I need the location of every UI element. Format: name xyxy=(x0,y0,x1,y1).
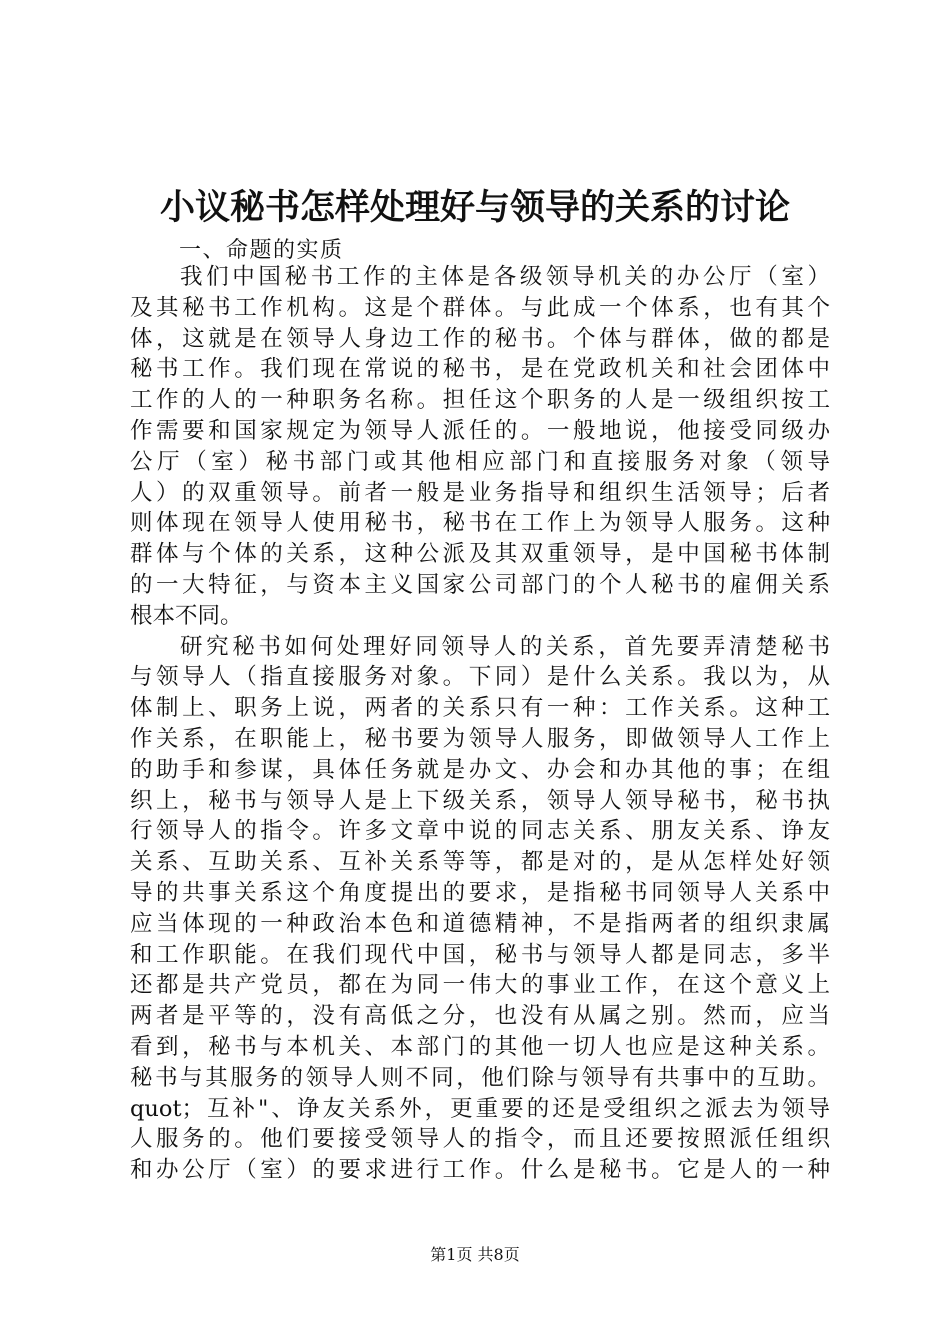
text-line: 我们中国秘书工作的主体是各级领导机关的办公厅（室） xyxy=(180,264,830,290)
text-line: 体，这就是在领导人身边工作的秘书。个体与群体，做的都是 xyxy=(130,325,830,352)
text-line: 人）的双重领导。前者一般是业务指导和组织生活领导；后者 xyxy=(130,479,830,506)
body-text xyxy=(130,262,830,1186)
text-line: 行领导人的指令。许多文章中说的同志关系、朋友关系、诤友 xyxy=(130,818,830,845)
text-line: 应当体现的一种政治本色和道德精神，不是指两者的组织隶属 xyxy=(130,910,830,937)
text-line: 群体与个体的关系，这种公派及其双重领导，是中国秘书体制 xyxy=(130,541,830,568)
text-line: 及其秘书工作机构。这是个群体。与此成一个体系，也有其个 xyxy=(130,294,830,321)
text-line: 两者是平等的，没有高低之分，也没有从属之别。然而，应当 xyxy=(130,1003,830,1030)
text-line: 研究秘书如何处理好同领导人的关系，首先要弄清楚秘书 xyxy=(180,633,830,660)
text-line: 则体现在领导人使用秘书，秘书在工作上为领导人服务。这种 xyxy=(130,510,830,537)
text-line: quot；互补"、诤友关系外，更重要的还是受组织之派去为领导 xyxy=(130,1095,830,1122)
text-line: 和工作职能。在我们现代中国，秘书与领导人都是同志，多半 xyxy=(130,941,830,968)
text-line: 的助手和参谋，具体任务就是办文、办会和办其他的事；在组 xyxy=(130,756,830,783)
text-line: 体制上、职务上说，两者的关系只有一种：工作关系。这种工 xyxy=(130,695,830,722)
text-line: 秘书工作。我们现在常说的秘书，是在党政机关和社会团体中 xyxy=(130,356,830,383)
text-line: 秘书与其服务的领导人则不同，他们除与领导有共事中的互助。 xyxy=(130,1064,830,1091)
text-line: 工作的人的一种职务名称。担任这个职务的人是一级组织按工 xyxy=(130,387,830,414)
text-line: 根本不同。 xyxy=(130,602,243,629)
text-line: 看到，秘书与本机关、本部门的其他一切人也应是这种关系。 xyxy=(130,1033,830,1060)
text-line: 人服务的。他们要接受领导人的指令，而且还要按照派任组织 xyxy=(130,1126,830,1153)
text-line: 作关系，在职能上，秘书要为领导人服务，即做领导人工作上 xyxy=(130,725,830,752)
text-line: 和办公厅（室）的要求进行工作。什么是秘书。它是人的一种 xyxy=(130,1157,830,1184)
text-line: 还都是共产党员，都在为同一伟大的事业工作，在这个意义上 xyxy=(130,972,830,999)
text-line: 关系、互助关系、互补关系等等，都是对的，是从怎样处好领 xyxy=(130,849,830,876)
text-line: 与领导人（指直接服务对象。下同）是什么关系。我以为，从 xyxy=(130,664,830,691)
text-line: 导的共事关系这个角度提出的要求，是指秘书同领导人关系中 xyxy=(130,879,830,906)
text-line: 作需要和国家规定为领导人派任的。一般地说，他接受同级办 xyxy=(130,417,830,444)
text-line: 织上，秘书与领导人是上下级关系，领导人领导秘书，秘书执 xyxy=(130,787,830,814)
text-line: 公厅（室）秘书部门或其他相应部门和直接服务对象（领导 xyxy=(130,448,830,475)
section-heading: 一、命题的实质 xyxy=(179,238,344,263)
text-line: 的一大特征，与资本主义国家公司部门的个人秘书的雇佣关系 xyxy=(130,571,830,598)
document-title: 小议秘书怎样处理好与领导的关系的讨论 xyxy=(159,187,790,228)
page-number-footer: 第1页 共8页 xyxy=(430,1245,520,1264)
